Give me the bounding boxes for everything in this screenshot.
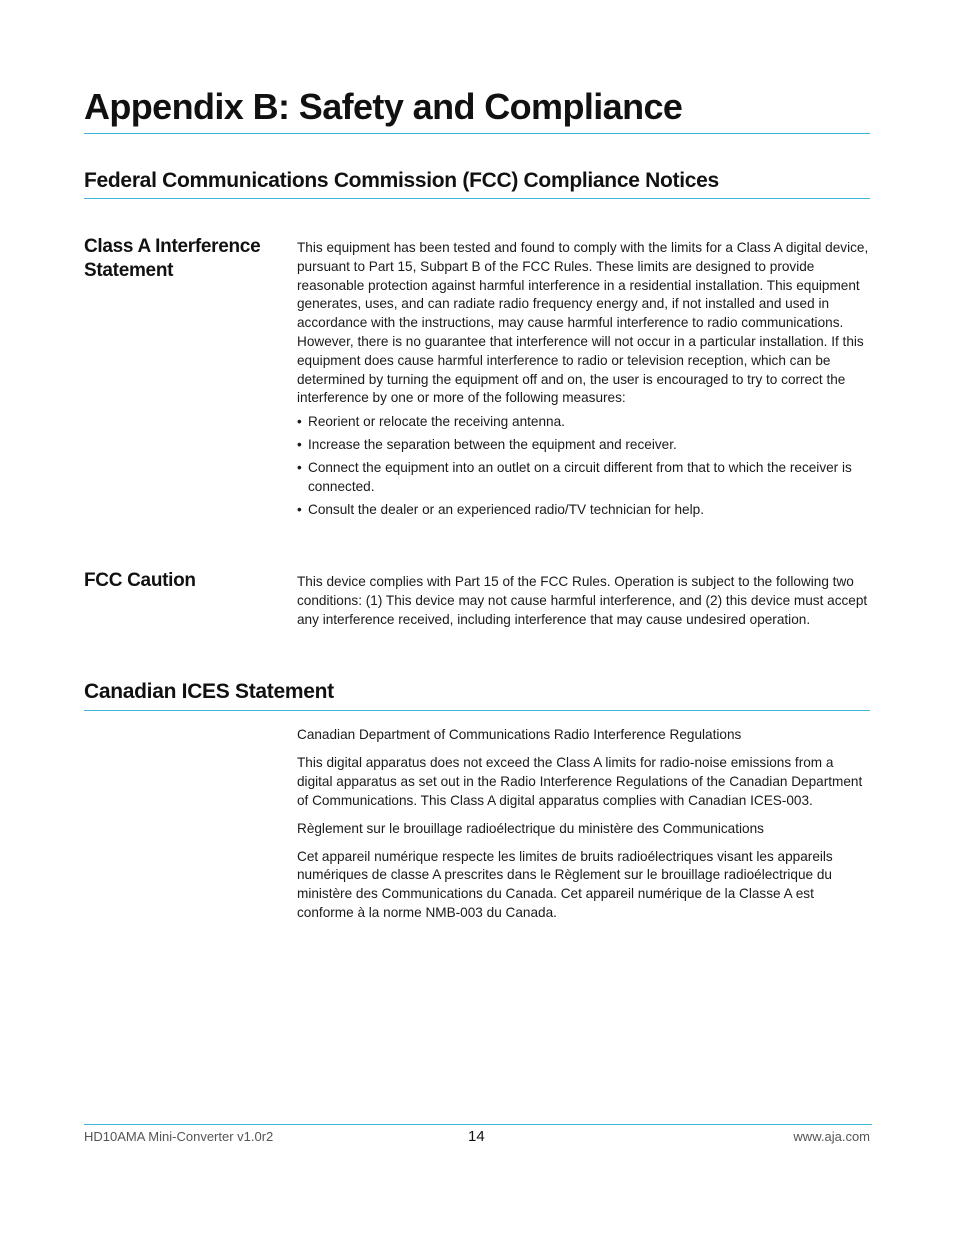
ices-section-heading: Canadian ICES Statement: [84, 680, 334, 703]
list-item-text: Increase the separation between the equipment and receiver.: [308, 436, 677, 452]
bullet-icon: •: [297, 460, 302, 476]
list-item: [297, 413, 870, 432]
class-a-body: [297, 239, 870, 520]
page-number: 14: [468, 1128, 485, 1145]
list-item: [297, 501, 870, 520]
list-item-text: Consult the dealer or an experienced radio/TV technician for help.: [308, 502, 704, 518]
bullet-icon: •: [297, 502, 302, 518]
interference-measures-list: [297, 413, 870, 520]
ices-paragraph-3: Règlement sur le brouillage radioélectrique du ministère des Communications: [297, 820, 764, 836]
bullet-icon: •: [297, 436, 302, 452]
fcc-caution-paragraph: This device complies with Part 15 of the FCC Rules. Operation is subject to the following two conditions: (1) This device may not cause harmful interference, and (2) this device must accept any interference received, including interference that may cause undesired operation.: [297, 574, 868, 627]
fcc-caution-body: [297, 573, 870, 629]
title-divider: [84, 133, 870, 134]
fcc-section-divider: [84, 198, 870, 199]
ices-paragraph-1: Canadian Department of Communications Radio Interference Regulations: [297, 727, 742, 742]
footer-divider: [84, 1124, 872, 1125]
fcc-section-heading: Federal Communications Commission (FCC) Compliance Notices: [84, 169, 719, 192]
footer-website: www.aja.com: [793, 1129, 870, 1144]
ices-paragraph-2: This digital apparatus does not exceed the Class A limits for radio-noise emissions from a digital apparatus as set out in the Radio Interference Regulations of the Canadian Department of Communications. This Class A digital apparatus complies with Canadian ICES-003.: [297, 754, 863, 808]
class-a-heading: Class A Interference Statement: [84, 236, 261, 281]
list-item-text: Connect the equipment into an outlet on a circuit different from that to which the receiver is connected.: [308, 460, 852, 495]
list-item: [297, 436, 870, 455]
fcc-caution-heading: FCC Caution: [84, 570, 196, 591]
page-title: Appendix B: Safety and Compliance: [84, 86, 683, 127]
footer-document-name: HD10AMA Mini-Converter v1.0r2: [84, 1129, 274, 1144]
ices-paragraph-4: Cet appareil numérique respecte les limites de bruits radioélectriques visant les appareils numériques de classe A prescrites dans le Règlement sur le brouillage radioélectrique du ministère des Communications du Canada. Cet appareil numérique de la Classe A est conforme à la norme NMB-003 du Canada.: [297, 848, 833, 920]
list-item: [297, 459, 870, 497]
bullet-icon: •: [297, 413, 302, 429]
list-item-text: Reorient or relocate the receiving antenna.: [308, 413, 565, 429]
class-a-paragraph: This equipment has been tested and found to comply with the limits for a Class A digital device, pursuant to Part 15, Subpart B of the FCC Rules. These limits are designed to provide reasonable protection against harmful interference in a residential installation. This equipment generates, uses, and can radiate radio frequency energy and, if not installed and used in accordance with the instructions, may cause harmful interference to radio communications. However, there is no guarantee that interference will not occur in a particular installation. If this equipment does cause harmful interference to radio or television reception, which can be determined by turning the equipment off and on, the user is encouraged to try to correct the interference by one or more of the following measures:: [297, 240, 869, 406]
ices-body: [297, 726, 870, 923]
ices-section-divider: [84, 710, 870, 711]
